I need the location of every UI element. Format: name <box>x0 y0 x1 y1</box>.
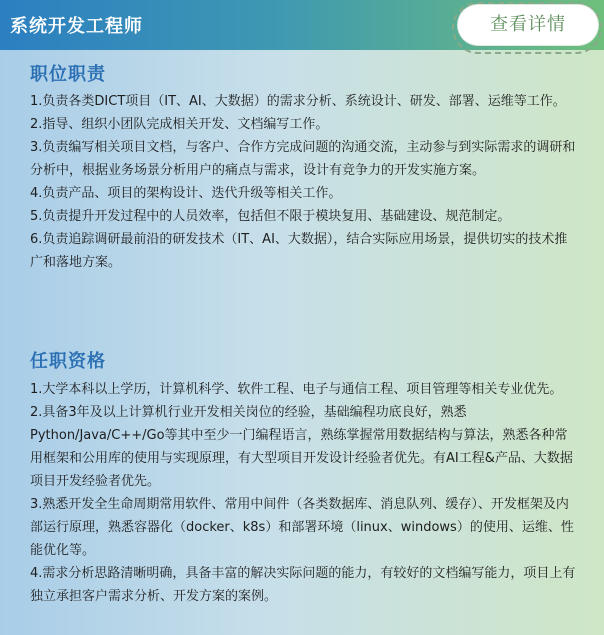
responsibility-item: 4.负责产品、项目的架构设计、迭代升级等相关工作。 <box>30 186 342 201</box>
responsibilities-heading: 职位职责 <box>30 64 106 85</box>
qualifications-list <box>30 378 576 608</box>
responsibilities-list <box>30 90 576 274</box>
qualification-item: 1.大学本科以上学历，计算机科学、软件工程、电子与通信工程、项目管理等相关专业优先。 <box>30 382 563 397</box>
view-details-button[interactable]: 查看详情 <box>458 5 598 45</box>
responsibility-item: 2.指导、组织小团队完成相关开发、文档编写工作。 <box>30 117 329 132</box>
responsibility-item: 3.负责编写相关项目文档，与客户、合作方完成问题的沟通交流，主动参与到实际需求的调研和分析中，根据业务场景分析用户的痛点与需求，设计有竞争力的开发实施方案。 <box>30 140 576 178</box>
qualification-item: 3.熟悉开发全生命周期常用软件、常用中间件（各类数据库、消息队列、缓存）、开发框架及内部运行原理，熟悉容器化（docker、k8s）和部署环境（linux、windows）的使用、运维、性能优化等。 <box>30 497 574 558</box>
qualification-item: 4.需求分析思路清晰明确，具备丰富的解决实际问题的能力，有较好的文档编写能力，项目上有独立承担客户需求分析、开发方案的案例。 <box>30 566 576 604</box>
qualifications-heading: 任职资格 <box>30 351 106 372</box>
job-title: 系统开发工程师 <box>10 16 143 37</box>
responsibility-item: 5.负责提升开发过程中的人员效率，包括但不限于模块复用、基础建设、规范制定。 <box>30 209 511 224</box>
responsibility-item: 1.负责各类DICT项目（IT、AI、大数据）的需求分析、系统设计、研发、部署、运维等工作。 <box>30 94 566 109</box>
qualification-item: 2.具备3年及以上计算机行业开发相关岗位的经验，基础编程功底良好，熟悉Python/Java/C++/Go等其中至少一门编程语言，熟练掌握常用数据结构与算法，熟悉各种常用框架和公用库的使用与实现原理，有大型项目开发设计经验者优先。有AI工程&产品、大数据项目开发经验者优先。 <box>30 405 573 489</box>
responsibility-item: 6.负责追踪调研最前沿的研发技术（IT、AI、大数据），结合实际应用场景，提供切实的技术推广和落地方案。 <box>30 232 568 270</box>
